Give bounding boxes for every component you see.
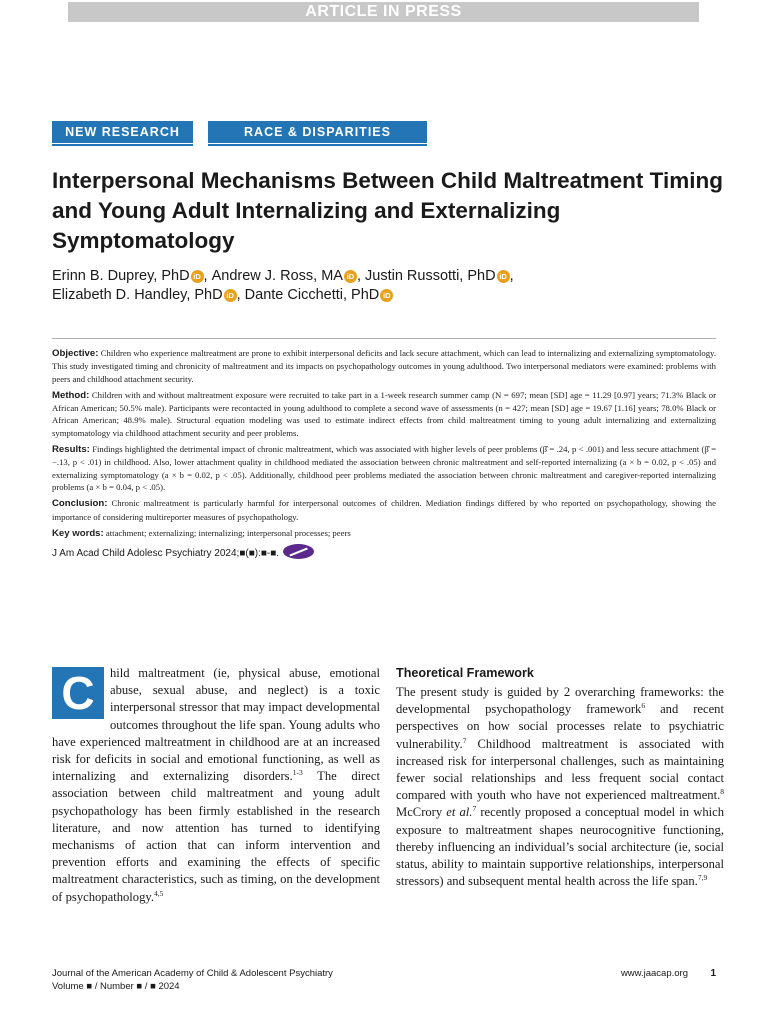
footer-journal-info — [52, 967, 333, 993]
body-column-left — [52, 665, 380, 906]
et-al-text: et al. — [446, 805, 473, 820]
crossmark-icon[interactable] — [283, 544, 314, 559]
body-text: The present study is guided by 2 overarching frameworks: the developmental psychopathology framework — [396, 685, 724, 717]
reference-link[interactable]: 7 — [472, 804, 477, 814]
footer-journal-name: Journal of the American Academy of Child & Adolescent Psychiatry — [52, 968, 333, 979]
journal-citation — [52, 544, 716, 560]
orcid-icon[interactable]: iD — [497, 270, 510, 283]
abstract-keywords — [52, 527, 716, 540]
footer-url[interactable]: www.jaacap.org — [620, 968, 688, 979]
author-name: Andrew J. Ross, MA — [211, 268, 343, 284]
reference-link[interactable]: 7 — [462, 735, 467, 745]
footer-volume: Volume ■ / Number ■ / ■ 2024 — [52, 981, 180, 992]
abstract-heading: Conclusion: — [52, 498, 108, 510]
body-text: hild maltreatment (ie, physical abuse, emotional abuse, sexual abuse, and neglect) is a toxic interpersonal stressor that may impact developmental outcomes throughout the life span. Young adults who have experienced maltreatment in childhood are at an increased risk for deficits in social and emotional functioning, as well as internalizing and externalizing disorders. — [52, 666, 380, 784]
body-text: Childhood maltreatment is associated with increased risk for interpersonal challenges, such as maintaining fewer social relationships and less frequent social contact compared with youth who have not experienced maltreatment. — [396, 736, 724, 803]
orcid-icon[interactable]: iD — [344, 270, 357, 283]
abstract-heading: Objective: — [52, 348, 99, 359]
reference-link[interactable]: 8 — [720, 787, 724, 797]
body-text: The direct association between child maltreatment and young adult psychopathology has been firmly established in the research literature, and now attention has turned to identifying mechanisms of action that can inform intervention and prevention efforts and examining the effects of specific maltreatment characteristics, such as timing, on the development of psychopathology. — [52, 769, 380, 904]
reference-link[interactable]: 6 — [641, 701, 646, 711]
reference-link[interactable]: 7,9 — [697, 873, 708, 883]
tag-new-research[interactable]: NEW RESEARCH — [52, 121, 193, 143]
abstract-method — [52, 389, 716, 439]
dropcap-letter: C — [52, 667, 104, 719]
page-number: 1 — [710, 968, 716, 979]
keywords-heading: Key words: — [52, 527, 104, 539]
body-paragraph — [396, 684, 724, 890]
author-5 — [245, 287, 394, 303]
author-4: Elizabeth D. Handley, PhD iD , — [52, 287, 245, 303]
author-1: Erinn B. Duprey, PhD iD , — [52, 268, 212, 284]
body-text: and recent perspectives on how social processes relate to psychiatric vulnerability. — [396, 702, 724, 751]
section-heading: Theoretical Framework — [396, 666, 534, 680]
abstract-conclusion — [52, 497, 716, 523]
citation-text: J Am Acad Child Adolesc Psychiatry 2024;■(■):■-■. — [52, 548, 280, 560]
author-name: Dante Cicchetti, PhD — [244, 287, 380, 303]
abstract-text: Findings highlighted the detrimental impact of chronic maltreatment, which was associated with higher levels of peer problems (β̂ = .24, p < .001) and less secure attachment (β̂ = −.13, p < .01) in childhood. Also, lower attachment quality in childhood mediated the association between chronic maltreatment and self-reported internalizing (a × b = 0.02, p < .05) and externalizing symptomatology (a × b = 0.02, p < .05). Additionally, childhood peer problems mediated the association between chronic maltreatment and caregiver-reported internalizing problems (a × b = 0.04, p < .05). — [52, 444, 716, 492]
abstract-results — [52, 443, 716, 493]
author-3: Justin Russotti, PhD iD , — [365, 268, 514, 284]
tag-race-disparities[interactable]: RACE & DISPARITIES — [208, 121, 427, 143]
author-name: Justin Russotti, PhD — [365, 268, 496, 284]
abstract-objective — [52, 347, 716, 385]
author-name: Elizabeth D. Handley, PhD — [52, 287, 223, 303]
article-in-press-banner: ARTICLE IN PRESS — [68, 2, 699, 22]
article-title: Interpersonal Mechanisms Between Child Maltreatment Timing and Young Adult Internalizing and Externalizing Symptomatology — [52, 168, 723, 253]
abstract-heading: Results: — [52, 444, 90, 456]
abstract-heading: Method: — [52, 389, 90, 401]
body-text: McCrory — [396, 805, 447, 820]
abstract-text: Children with and without maltreatment exposure were recruited to take part in a 1-week research summer camp (N = 697; mean [SD] age = 11.29 [0.97] years; 71.3% Black or African American; 50.5% male). Participants were recontacted in young adulthood to complete a second wave of assessments (n = 427; mean [SD] age = 19.67 [1.16] years; 78.0% Black or African American; 48.9% male). Structural equation modeling was used to estimate indirect effects from child maltreatment timing to young adult internalizing and externalizing symptomatology via childhood attachment security and peer problems. — [52, 389, 717, 438]
body-column-right — [396, 665, 724, 890]
orcid-icon[interactable]: iD — [380, 289, 393, 302]
dropcap-container — [52, 667, 104, 719]
author-name: Erinn B. Duprey, PhD — [52, 268, 190, 284]
reference-link[interactable]: 1-3 — [292, 768, 303, 778]
abstract-text: Children who experience maltreatment are prone to exhibit interpersonal deficits and lack secure attachment, which can lead to internalizing and externalizing symptomatology. This study investigated timing and chronicity of maltreatment and its impacts on psychopathology outcomes in young adulthood. Two interpersonal mediators were examined: problems with peers and childhood attachment security. — [52, 348, 717, 384]
author-list — [52, 267, 732, 305]
abstract-text: Chronic maltreatment is particularly harmful for interpersonal outcomes of children. Mediation findings differed by who reported on psychopathology, showing the importance of considering multireporter measures of psychopathology. — [52, 498, 716, 522]
reference-link[interactable]: 4,5 — [154, 888, 164, 898]
author-2: Andrew J. Ross, MA iD , — [211, 268, 366, 284]
abstract — [52, 338, 716, 560]
orcid-icon[interactable]: iD — [191, 270, 204, 283]
keywords-text: attachment; externalizing; internalizing; interpersonal processes; peers — [105, 527, 351, 538]
orcid-icon[interactable]: iD — [224, 289, 237, 302]
body-text: recently proposed a conceptual model in which exposure to maltreatment shapes neurocognitive functioning, thereby influencing an individual’s social architecture (ie, social status, ability to maintain supportive relationships, interpersonal stressors) and subsequent mental health across the life span. — [396, 805, 724, 889]
